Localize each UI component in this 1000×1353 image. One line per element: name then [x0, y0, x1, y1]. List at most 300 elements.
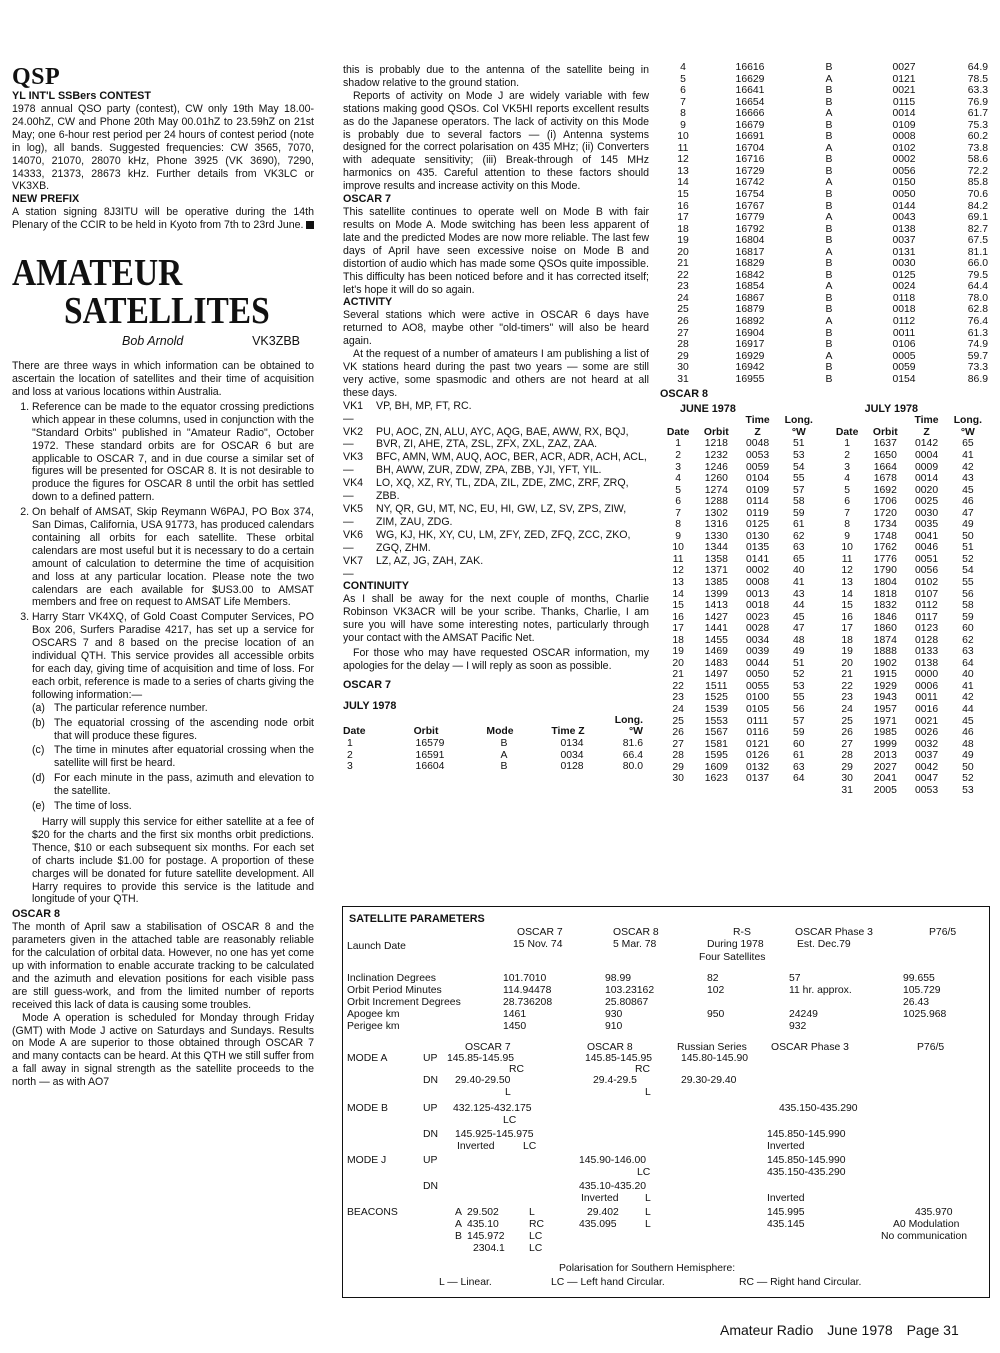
- cell: 145.85-145.95: [447, 1053, 515, 1064]
- author-name: Bob Arnold: [122, 334, 184, 349]
- continuity-paragraph-2: For those who may have requested OSCAR information, my apologies for the delay — I will reply as soon as possible.: [343, 647, 649, 672]
- cell: No communication: [881, 1231, 968, 1242]
- table-cell: 1790: [873, 565, 897, 577]
- table-cell: 20: [672, 657, 684, 669]
- table-row: [660, 577, 988, 589]
- table-cell: 51: [793, 438, 805, 450]
- table-cell: 0115: [892, 96, 916, 108]
- table-cell: 55: [962, 576, 974, 588]
- table-cell: 0026: [915, 727, 939, 739]
- cell: L: [505, 1087, 511, 1098]
- table-cell: 8: [844, 519, 850, 531]
- table-cell: 0141: [746, 553, 770, 565]
- cell: 910: [605, 1021, 623, 1032]
- column-middle: [343, 64, 649, 773]
- col-head: OSCAR 7: [465, 1042, 511, 1053]
- table-cell: 51: [962, 542, 974, 554]
- table-cell: 73.8: [967, 142, 988, 154]
- table-cell: B: [825, 304, 833, 316]
- cell: 28.736208: [503, 997, 553, 1008]
- table-cell: 86.9: [967, 373, 988, 385]
- table-cell: 3: [844, 461, 850, 473]
- table-cell: 40: [793, 565, 805, 577]
- table-cell: 49: [793, 646, 805, 658]
- cell: 435.095: [579, 1219, 617, 1230]
- table-row: [660, 74, 988, 86]
- table-cell: 0008: [746, 576, 770, 588]
- table-cell: B: [825, 62, 833, 73]
- table-cell: [696, 785, 736, 797]
- table-cell: 0138: [915, 657, 939, 669]
- table-cell: 29: [677, 350, 689, 362]
- table-cell: 60.2: [967, 131, 988, 143]
- table-cell: 9: [675, 530, 681, 542]
- table-cell: B: [825, 235, 833, 247]
- oscar7-paragraph: This satellite continues to operate well on Mode B with fair results on Mode A. Mode switching has been less apparent of late and the predicted Modes are now more reliable. The last few days of April have seen excessive noise on Mode B and distortion of audio which has made some QSOs quite impossible. This difficulty has been noticed before and it has corrected itself; let's hope it will do so again.: [343, 206, 649, 296]
- cell: 29.30-29.40: [681, 1075, 737, 1086]
- table-cell: 16579: [415, 737, 445, 749]
- table-cell: 0044: [746, 657, 770, 669]
- table-cell: 1902: [873, 657, 897, 669]
- cell: During 1978: [707, 939, 764, 950]
- table-cell: 66.4: [622, 749, 643, 761]
- oscar8-paragraph-2: Mode A operation is scheduled for Monday through Friday (GMT) with Mode J active on Saturdays and Sundays. Results on Mode A are superior to those obtained through OSCAR 7 and many contacts can be heard. At this QTH we still suffer from a fall away in signal strength as the satellite proceeds to the north — as with AO7: [12, 1011, 314, 1089]
- table-cell: 51: [793, 657, 805, 669]
- table-cell: 65: [793, 553, 805, 565]
- table-cell: 1330: [704, 530, 728, 542]
- table-cell: 7: [675, 507, 681, 519]
- table-cell: 18: [672, 634, 684, 646]
- table-row: [660, 189, 988, 201]
- june-label: JUNE 1978: [680, 403, 736, 416]
- table-cell: 1497: [704, 669, 728, 681]
- table-cell: 28: [841, 750, 853, 762]
- table-cell: 1664: [873, 461, 897, 473]
- table-cell: 11: [677, 142, 689, 154]
- table-cell: 1581: [704, 738, 728, 750]
- table-row: [660, 97, 988, 109]
- table-cell: 1776: [873, 553, 897, 565]
- cell: RC: [529, 1219, 545, 1230]
- table-cell: 1: [347, 737, 353, 749]
- table-row: [660, 739, 988, 751]
- table-cell: 1748: [873, 530, 897, 542]
- table-cell: 50: [962, 761, 974, 773]
- table-cell: 0030: [915, 507, 939, 519]
- qsp-heading: QSP: [12, 64, 61, 90]
- list-item: VK4 — LO, XQ, XZ, RY, TL, ZDA, ZIL, ZDE, ZMC, ZRF, ZRQ, ZBB.: [343, 477, 629, 503]
- table-row: [660, 716, 988, 728]
- table-cell: 16792: [735, 223, 765, 235]
- cell: 114.94478: [503, 985, 552, 996]
- table-cell: 25: [841, 715, 853, 727]
- table-row: [660, 438, 988, 450]
- title-line-1: AMATEUR: [12, 252, 183, 295]
- table-cell: 6: [844, 496, 850, 508]
- table-row: [660, 785, 988, 797]
- table-cell: 29: [841, 761, 853, 773]
- table-cell: 8: [680, 108, 686, 120]
- col-head: P76/5: [917, 1042, 945, 1053]
- table-cell: 0009: [915, 461, 939, 473]
- table-cell: 0050: [892, 189, 916, 201]
- table-cell: 1553: [704, 715, 728, 727]
- table-cell: 58.6: [967, 154, 988, 166]
- table-row: [660, 281, 988, 293]
- table-cell: 16691: [735, 131, 765, 143]
- table-row: [660, 531, 988, 543]
- table-cell: B: [825, 339, 833, 351]
- table-cell: 0051: [915, 553, 939, 565]
- table-cell: 17: [677, 212, 689, 224]
- cell: L: [645, 1207, 651, 1218]
- table-cell: 54: [962, 565, 974, 577]
- table-cell: 1469: [704, 646, 728, 658]
- up-label: UP: [423, 1155, 438, 1166]
- table-cell: 72.2: [967, 165, 988, 177]
- table-cell: 0114: [746, 496, 769, 508]
- list-item: 3. Harry Starr VK4XQ, of Gold Coast Computer Services, PO Box 206, Surfers Paradise 4217, has set up a service for OSCARS 7 and 8 based on the precise location of an individual QTH. This service provides all accessible orbits for each day, giving time of acquisition and time of loss. For each orbit, reference is made to a series of charts giving the following information:— (a) The particular reference number. (b) The equatorial crossing of the ascending node orbit that will produce these figures. (c) The time in minutes after equatorial crossing when the satellite will first be heard. (d) For each minute in the pass, azimuth and elevation to the satellite. (e) The time of loss. Harry will supply this service for either satellite at a fee of $20 for the charts and the first six months orbit predictions. Thence, $10 or each subsequent six months. For each set of charts include $1.00 for postage. A proportion of these charges will be donated for future satellite development. All Harry requires to provide this service is the latitude and longitude of your QTH.: [32, 611, 314, 906]
- col-head: OSCAR 8: [613, 927, 659, 938]
- table-cell: 5: [680, 73, 686, 85]
- column-gap: [819, 577, 829, 589]
- col-head: P76/5: [929, 927, 957, 938]
- table-cell: 25: [677, 304, 689, 316]
- table-cell: 0126: [746, 750, 770, 762]
- table-cell: 1832: [873, 600, 897, 612]
- table-cell: 53: [793, 449, 805, 461]
- table-row: [660, 542, 988, 554]
- continued-paragraph: this is probably due to the antenna of the satellite being in shadow relative to the ground station.: [343, 64, 649, 89]
- table-row: [660, 692, 988, 704]
- table-cell: 7: [680, 96, 686, 108]
- row-label: Inclination Degrees: [347, 973, 436, 984]
- row-label: Orbit Period Minutes: [347, 985, 442, 996]
- table-cell: 76.4: [967, 316, 988, 328]
- table-row: [660, 473, 988, 485]
- table-row: [660, 658, 988, 670]
- cell: RC: [509, 1064, 525, 1075]
- polarisation-title: Polarisation for Southern Hemisphere:: [559, 1263, 736, 1274]
- table-cell: 0027: [892, 62, 916, 73]
- table-cell: 0112: [915, 600, 938, 612]
- cell: 145.925-145.975: [455, 1129, 534, 1140]
- table-cell: 16817: [735, 246, 765, 258]
- table-cell: 0102: [892, 142, 916, 154]
- table-cell: 84.2: [967, 200, 988, 212]
- table-cell: 1427: [704, 611, 728, 623]
- table-row: [660, 519, 988, 531]
- cell: 29.402: [587, 1207, 619, 1218]
- row-label: Orbit Increment Degrees: [347, 997, 461, 1008]
- table-cell: 1929: [873, 680, 897, 692]
- cell: 57: [789, 973, 801, 984]
- table-cell: 31: [677, 373, 689, 385]
- table-cell: 0055: [746, 680, 770, 692]
- end-of-item-mark: [306, 221, 314, 229]
- table-cell: 0048: [746, 438, 770, 450]
- table-cell: 0138: [892, 223, 916, 235]
- table-cell: 0041: [915, 530, 939, 542]
- table-cell: A: [825, 246, 833, 258]
- table-row: [660, 462, 988, 474]
- table-row: [660, 681, 988, 693]
- table-cell: 64.9: [967, 62, 988, 73]
- table-cell: 0047: [915, 773, 939, 785]
- column-gap: [819, 589, 829, 601]
- dn-label: DN: [423, 1181, 439, 1192]
- table-cell: 2: [347, 749, 353, 761]
- table-cell: 25: [672, 715, 684, 727]
- table-cell: 16591: [415, 749, 445, 761]
- intro-paragraph: There are three ways in which information can be obtained to ascertain the location of satellites and their time of acquisition and loss at various locations within Australia.: [12, 360, 314, 398]
- table-row: [660, 374, 988, 386]
- oscar7-table-continued: [660, 62, 988, 385]
- table-cell: 80.0: [622, 761, 643, 773]
- table-cell: 1888: [873, 646, 897, 658]
- table-cell: 27: [672, 738, 684, 750]
- column-gap: [819, 462, 829, 474]
- table-row: [660, 131, 988, 143]
- table-cell: 16942: [735, 362, 765, 374]
- table-cell: 76.9: [967, 96, 988, 108]
- table-cell: 57: [793, 484, 805, 496]
- table-cell: 10: [677, 131, 689, 143]
- table-cell: 4: [680, 62, 686, 73]
- table-cell: 0128: [915, 634, 939, 646]
- table-cell: 0008: [892, 131, 916, 143]
- polarisation-key: RC — Right hand Circular.: [739, 1277, 862, 1288]
- table-cell: B: [825, 119, 833, 131]
- cell: 5 Mar. 78: [613, 939, 657, 950]
- table-cell: B: [825, 223, 833, 235]
- table-cell: 0039: [746, 646, 770, 658]
- oscar7-table-body-top: [343, 738, 643, 773]
- oscar8-table: Time Long. Time Long. Date Orbit Z °W Date Orbit Z °W 1 1218 0048 51 1 1637 0142 65 2 1232 0053 53 2 1650 0004 41 3 1246 0059 54 3 1664 0009 42 4 1260 0104 55 4 1678 0014 43 5 1274 0109 57 5 1692 0020 45 6 1288 0114 58 6 1706 0025 46 7 1302 0119 59 7 1720 0030 47 8 1316 0125 61 8 1734 0035 49 9 1330 0130 62 9 1748 0041 50 10 1344 0135 63 10 1762 0046 51 11 1358 0141 65 11 1776 0051 52 12 1371 0002 40 12 1790 0056 54 13 1385 0008 41 13 1804 0102 55 14 1399 0013 43 14 1818 0107 56 15 1413 0018 44 15 1832 0112 58 16 1427 0023 45 16 1846 0117 59 17 1441 0028 47 17 1860 0123 60 18 1455 0034 48 18 1874 0128 62 19 1469 0039 49 19 1888 0133 63 20 1483 0044 51 20 1902 0138 64 21 1497 0050 52 21 1915 0000 40 22 1511 0055 53 22 1929 0006 41 23 1525 0100 55 23 1943 0011 42 24 1539 0105 56 24 1957 0016 44 25 1553 0111 57 25 1971 0021 45 26 1567 0116 59 26 1985 0026 46 27 1581 0121 60 27 1999 0032 48 28 1595 0126 61 28 2013 0037 49 29 1609 0132 63 29 2027 0042 50 30 1623 0137 64 30 2041 0047 52 31 2005 0053 53: [660, 415, 988, 796]
- table-cell: 9: [844, 530, 850, 542]
- cell: 145.90-146.00: [579, 1155, 647, 1166]
- polarisation-key: L — Linear.: [439, 1277, 492, 1288]
- table-cell: B: [500, 761, 508, 773]
- table-cell: 0144: [892, 200, 916, 212]
- table-cell: A: [825, 108, 833, 120]
- table-row: [660, 635, 988, 647]
- table-cell: 16: [841, 611, 853, 623]
- table-cell: 74.9: [967, 339, 988, 351]
- cell: 145.972: [467, 1231, 505, 1242]
- table-cell: 62: [962, 634, 974, 646]
- list-item: VK7 — LZ, AZ, JG, ZAH, ZAK.: [343, 554, 484, 580]
- table-cell: 13: [841, 576, 853, 588]
- table-cell: 52: [962, 553, 974, 565]
- table-cell: B: [825, 165, 833, 177]
- table-cell: 22: [677, 269, 689, 281]
- cell: 98.99: [605, 973, 632, 984]
- table-cell: 78.0: [967, 292, 988, 304]
- cell: 435.10: [467, 1219, 499, 1230]
- column-gap: [819, 785, 829, 797]
- table-cell: 61: [793, 519, 805, 531]
- cell: 950: [707, 1009, 725, 1020]
- table-row: [660, 450, 988, 462]
- table-cell: 1650: [873, 449, 897, 461]
- table-cell: 0121: [892, 73, 916, 85]
- table-row: [660, 727, 988, 739]
- table-cell: 1692: [873, 484, 897, 496]
- cell: Inverted: [581, 1193, 619, 1204]
- table-row: [660, 646, 988, 658]
- table-cell: A: [825, 316, 833, 328]
- cell: A: [455, 1219, 462, 1230]
- cell: 435.145: [767, 1219, 805, 1230]
- table-cell: 0056: [915, 565, 939, 577]
- table-cell: 64: [793, 773, 805, 785]
- table-cell: 3: [347, 761, 353, 773]
- table-cell: 57: [793, 715, 805, 727]
- table-cell: 20: [841, 657, 853, 669]
- table-cell: 1957: [873, 703, 897, 715]
- cell: LC: [637, 1167, 651, 1178]
- list-item: (a) The particular reference number.: [32, 701, 208, 714]
- column-gap: [819, 450, 829, 462]
- title-line-2: SATELLITES: [64, 290, 270, 333]
- table-cell: 0102: [915, 576, 939, 588]
- table-cell: 0002: [892, 154, 916, 166]
- table-cell: 23: [672, 692, 684, 704]
- table-row: [660, 612, 988, 624]
- table-cell: 0134: [560, 737, 584, 749]
- list-item: (c) The time in minutes after equatorial crossing when the satellite will first be heard.: [32, 744, 314, 770]
- table-cell: 0035: [915, 519, 939, 531]
- col-head: Russian Series: [677, 1042, 747, 1053]
- cell: 1450: [503, 1021, 527, 1032]
- oscar7-table-title: OSCAR 7: [343, 678, 391, 691]
- table-cell: 22: [672, 680, 684, 692]
- table-cell: 0059: [746, 461, 770, 473]
- table-cell: 67.5: [967, 235, 988, 247]
- table-cell: 53: [793, 680, 805, 692]
- table-cell: 1455: [704, 634, 728, 646]
- magazine-name: Amateur Radio: [720, 1322, 814, 1338]
- table-row: [660, 351, 988, 363]
- table-cell: 0104: [746, 473, 770, 485]
- table-cell: 16879: [735, 304, 765, 316]
- table-row: [660, 247, 988, 259]
- table-cell: 19: [841, 646, 853, 658]
- cell: 11 hr. approx.: [789, 985, 852, 996]
- page-footer: [720, 1322, 969, 1338]
- table-cell: 11: [841, 553, 853, 565]
- table-cell: 52: [962, 773, 974, 785]
- table-cell: 17: [672, 623, 684, 635]
- table-cell: 15: [841, 600, 853, 612]
- table-row: [660, 108, 988, 120]
- continuity-paragraph-1: As I shall be away for the next couple of months, Charlie Robinson VK3ACR will be your scribe. Thanks, Charlie, I am sure you will have some interesting notes, particularly through your contact with the AMSAT Pacific Net.: [343, 593, 649, 645]
- table-cell: A: [825, 212, 833, 224]
- table-cell: 0059: [892, 362, 916, 374]
- beacons-label: BEACONS: [347, 1207, 398, 1218]
- column-gap: [819, 716, 829, 728]
- cell: 1025.968: [903, 1009, 947, 1020]
- table-cell: 1874: [873, 634, 897, 646]
- column-gap: [819, 750, 829, 762]
- column-gap: [819, 554, 829, 566]
- table-cell: 0014: [892, 108, 916, 120]
- table-cell: 0020: [915, 484, 939, 496]
- cell: 29.502: [467, 1207, 499, 1218]
- list-item: VK2 — PU, AOC, ZN, ALU, AYC, AQG, BAE, AWW, RX, BQJ, BVR, ZI, AHE, ZTA, ZSL, ZFX, ZXL, ZAZ, ZAA.: [343, 425, 629, 451]
- table-cell: 16804: [735, 235, 765, 247]
- column-right: [660, 62, 988, 796]
- table-cell: 0111: [746, 715, 769, 727]
- table-cell: 16917: [735, 339, 765, 351]
- table-cell: 1232: [704, 449, 728, 461]
- table-cell: 0119: [746, 507, 769, 519]
- column-gap: [819, 773, 829, 785]
- column-gap: [819, 704, 829, 716]
- column-gap: [819, 692, 829, 704]
- table-cell: 1218: [704, 438, 728, 450]
- table-cell: 0021: [915, 715, 939, 727]
- table-cell: 53: [962, 784, 974, 796]
- table-cell: 23: [841, 692, 853, 704]
- cell: A0 Modulation: [893, 1219, 960, 1230]
- new-prefix-heading: NEW PREFIX: [12, 193, 80, 206]
- table-cell: 1441: [704, 623, 728, 635]
- table-cell: 0032: [915, 738, 939, 750]
- table-cell: 46: [962, 496, 974, 508]
- table-cell: 41: [962, 680, 974, 692]
- issue-date: June 1978: [827, 1322, 893, 1338]
- row-label: Perigee km: [347, 1021, 400, 1032]
- table-cell: 1706: [873, 496, 897, 508]
- table-cell: 0137: [746, 773, 770, 785]
- cell: 432.125-432.175: [453, 1103, 532, 1114]
- table-cell: 1678: [873, 473, 897, 485]
- table-cell: 0034: [560, 749, 584, 761]
- table-cell: 17: [841, 623, 853, 635]
- table-cell: 82.7: [967, 223, 988, 235]
- table-row: [660, 485, 988, 497]
- table-cell: 1: [675, 438, 681, 450]
- row-label: Launch Date: [347, 941, 406, 952]
- table-cell: 16779: [735, 212, 765, 224]
- table-cell: 69.1: [967, 212, 988, 224]
- column-gap: [819, 565, 829, 577]
- table-row: [660, 508, 988, 520]
- table-row: [660, 201, 988, 213]
- col-head: OSCAR Phase 3: [771, 1042, 849, 1053]
- table-cell: 58: [793, 496, 805, 508]
- list-item: (b) The equatorial crossing of the ascending node orbit that will produce these figures.: [32, 716, 314, 742]
- table-cell: 1260: [704, 473, 728, 485]
- table-cell: 0025: [915, 496, 939, 508]
- table-cell: 0016: [915, 703, 939, 715]
- table-cell: B: [825, 362, 833, 374]
- table-cell: 45: [962, 715, 974, 727]
- table-cell: A: [825, 350, 833, 362]
- table-cell: 44: [962, 703, 974, 715]
- table-cell: 16: [672, 611, 684, 623]
- harry-paragraph: Harry will supply this service for either satellite at a fee of $20 for the charts and the first six months orbit predictions. Thence, $10 or each subsequent six months. For each set of charts include $1.00 for postage. A proportion of these charges will be donated for future satellite development. All Harry requires to provide this service is the latitude and longitude of your QTH.: [32, 815, 314, 906]
- column-gap: [819, 762, 829, 774]
- table-cell: 1999: [873, 738, 897, 750]
- table-cell: 29: [672, 761, 684, 773]
- table-cell: 1358: [704, 553, 728, 565]
- table-cell: 2005: [873, 784, 897, 796]
- cell: Est. Dec.79: [797, 939, 851, 950]
- table-cell: 12: [677, 154, 689, 166]
